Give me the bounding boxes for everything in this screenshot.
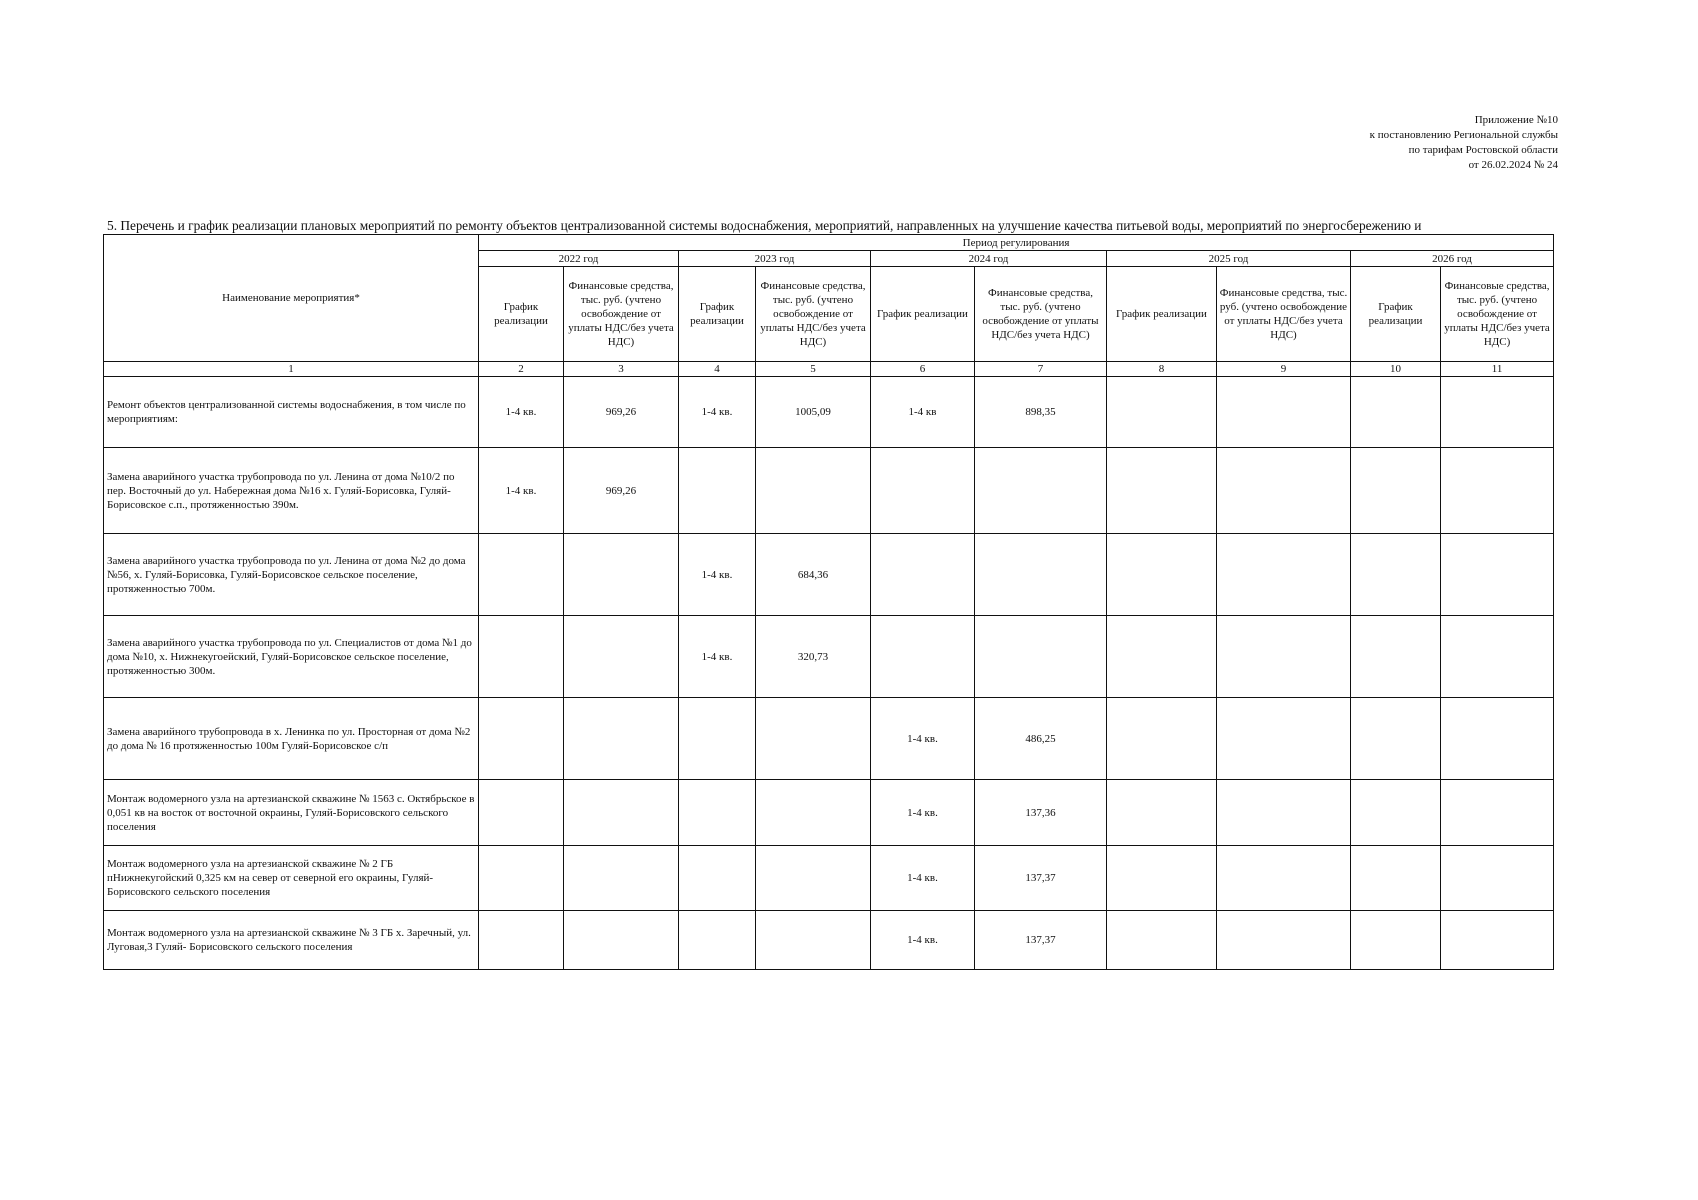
funding-cell (1441, 780, 1554, 846)
schedule-cell (479, 911, 564, 970)
funding-cell (1441, 448, 1554, 534)
schedule-cell (1351, 616, 1441, 698)
funding-cell (1441, 698, 1554, 780)
column-header: График реализации (679, 267, 756, 362)
schedule-cell: 1-4 кв. (871, 698, 975, 780)
column-header: График реализации (871, 267, 975, 362)
column-header: График реализации (1107, 267, 1217, 362)
schedule-cell (1351, 846, 1441, 911)
funding-cell (1217, 377, 1351, 448)
column-number: 4 (679, 362, 756, 377)
appendix-line-1: Приложение №10 (1474, 114, 1558, 126)
funding-cell (975, 616, 1107, 698)
schedule-cell (1107, 377, 1217, 448)
funding-cell: 137,36 (975, 780, 1107, 846)
year-header: 2024 год (871, 251, 1107, 267)
funding-cell (564, 616, 679, 698)
schedule-cell: 1-4 кв. (871, 846, 975, 911)
schedule-cell (1107, 534, 1217, 616)
schedule-cell (1107, 448, 1217, 534)
funding-cell (1217, 780, 1351, 846)
schedule-cell (479, 534, 564, 616)
schedule-cell (1351, 377, 1441, 448)
funding-cell (564, 534, 679, 616)
column-number: 7 (975, 362, 1107, 377)
funding-cell (1217, 698, 1351, 780)
column-header: Финансовые средства, тыс. руб. (учтено освобождение от уплаты НДС/без учета НДС) (1217, 267, 1351, 362)
schedule-cell (479, 698, 564, 780)
column-number: 11 (1441, 362, 1554, 377)
funding-cell (756, 448, 871, 534)
column-number: 9 (1217, 362, 1351, 377)
schedule-cell (871, 616, 975, 698)
column-number: 2 (479, 362, 564, 377)
funding-cell (756, 846, 871, 911)
funding-cell: 684,36 (756, 534, 871, 616)
column-header: График реализации (479, 267, 564, 362)
schedule-cell (479, 780, 564, 846)
header-row-period (104, 235, 1554, 251)
schedule-cell (1351, 534, 1441, 616)
funding-cell (1217, 534, 1351, 616)
schedule-cell (679, 448, 756, 534)
schedule-cell: 1-4 кв (871, 377, 975, 448)
funding-cell: 320,73 (756, 616, 871, 698)
funding-cell: 137,37 (975, 846, 1107, 911)
appendix-line-4: от 26.02.2024 № 24 (1468, 159, 1558, 171)
schedule-cell: 1-4 кв. (679, 616, 756, 698)
schedule-cell: 1-4 кв. (871, 911, 975, 970)
table-row (104, 534, 1554, 616)
table-row (104, 846, 1554, 911)
funding-cell (975, 448, 1107, 534)
schedule-cell (479, 616, 564, 698)
appendix-block (1370, 113, 1558, 173)
header-name-cell: Наименование мероприятия* (104, 235, 479, 362)
measure-name-cell: Монтаж водомерного узла на артезианской скважине № 3 ГБ х. Заречный, ул. Луговая,3 Гуляй- Борисовского сельского поселения (104, 911, 479, 970)
schedule-cell (1107, 698, 1217, 780)
schedule-cell (871, 448, 975, 534)
funding-cell (1217, 448, 1351, 534)
table-row (104, 780, 1554, 846)
table-row (104, 911, 1554, 970)
measure-name-cell: Ремонт объектов централизованной системы водоснабжения, в том числе по мероприятиям: (104, 377, 479, 448)
funding-cell: 1005,09 (756, 377, 871, 448)
schedule-cell (679, 911, 756, 970)
table-row (104, 377, 1554, 448)
schedule-cell: 1-4 кв. (479, 377, 564, 448)
funding-cell (1441, 911, 1554, 970)
plan-table (103, 234, 1554, 970)
column-header: График реализации (1351, 267, 1441, 362)
measure-name-cell: Монтаж водомерного узла на артезианской скважине № 1563 с. Октябрьское в 0,051 кв на восток от восточной окраины, Гуляй-Борисовского сельского поселения (104, 780, 479, 846)
schedule-cell (1351, 780, 1441, 846)
funding-cell (756, 698, 871, 780)
schedule-cell (1351, 448, 1441, 534)
funding-cell (1217, 616, 1351, 698)
column-number: 6 (871, 362, 975, 377)
funding-cell (756, 911, 871, 970)
funding-cell (756, 780, 871, 846)
schedule-cell: 1-4 кв. (679, 534, 756, 616)
year-header: 2025 год (1107, 251, 1351, 267)
funding-cell (564, 911, 679, 970)
column-number: 1 (104, 362, 479, 377)
header-row-numbers (104, 362, 1554, 377)
table-row (104, 616, 1554, 698)
schedule-cell: 1-4 кв. (679, 377, 756, 448)
funding-cell (1441, 616, 1554, 698)
schedule-cell (1107, 911, 1217, 970)
schedule-cell (1351, 698, 1441, 780)
funding-cell (975, 534, 1107, 616)
schedule-cell: 1-4 кв. (871, 780, 975, 846)
measure-name-cell: Замена аварийного трубопровода в х. Ленинка по ул. Просторная от дома №2 до дома № 16 протяженностью 100м Гуляй-Борисовское с/п (104, 698, 479, 780)
table-body (104, 235, 1554, 970)
funding-cell (564, 698, 679, 780)
column-number: 10 (1351, 362, 1441, 377)
measure-name-cell: Монтаж водомерного узла на артезианской скважине № 2 ГБ пНижнекугойский 0,325 км на север от северной его окраины, Гуляй-Борисовского сельского поселения (104, 846, 479, 911)
measure-name-cell: Замена аварийного участка трубопровода по ул. Ленина от дома №2 до дома №56, х. Гуляй-Борисовка, Гуляй-Борисовское сельское поселение, протяженностью 700м. (104, 534, 479, 616)
funding-cell: 969,26 (564, 377, 679, 448)
measure-name-cell: Замена аварийного участка трубопровода по ул. Специалистов от дома №1 до дома №10, х. Нижнекугоейский, Гуляй-Борисовское сельское поселение, протяженностью 300м. (104, 616, 479, 698)
year-header: 2023 год (679, 251, 871, 267)
header-period-cell: Период регулирования (479, 235, 1554, 251)
table-row (104, 698, 1554, 780)
funding-cell (1441, 534, 1554, 616)
schedule-cell (679, 698, 756, 780)
funding-cell: 137,37 (975, 911, 1107, 970)
funding-cell (564, 846, 679, 911)
funding-cell (1217, 911, 1351, 970)
year-header: 2026 год (1351, 251, 1554, 267)
table-row (104, 448, 1554, 534)
schedule-cell (1107, 616, 1217, 698)
funding-cell (1217, 846, 1351, 911)
funding-cell (1441, 377, 1554, 448)
schedule-cell (679, 780, 756, 846)
funding-cell: 969,26 (564, 448, 679, 534)
appendix-line-2: к постановлению Региональной службы (1369, 129, 1558, 141)
schedule-cell (871, 534, 975, 616)
schedule-cell (1351, 911, 1441, 970)
schedule-cell (479, 846, 564, 911)
funding-cell: 898,35 (975, 377, 1107, 448)
funding-cell (1441, 846, 1554, 911)
column-header: Финансовые средства, тыс. руб. (учтено освобождение от уплаты НДС/без учета НДС) (564, 267, 679, 362)
schedule-cell: 1-4 кв. (479, 448, 564, 534)
year-header: 2022 год (479, 251, 679, 267)
column-header: Финансовые средства, тыс. руб. (учтено освобождение от уплаты НДС/без учета НДС) (975, 267, 1107, 362)
column-header: Финансовые средства, тыс. руб. (учтено освобождение от уплаты НДС/без учета НДС) (756, 267, 871, 362)
schedule-cell (1107, 780, 1217, 846)
funding-cell: 486,25 (975, 698, 1107, 780)
column-number: 5 (756, 362, 871, 377)
schedule-cell (1107, 846, 1217, 911)
column-number: 8 (1107, 362, 1217, 377)
appendix-line-3: по тарифам Ростовской области (1408, 144, 1558, 156)
measure-name-cell: Замена аварийного участка трубопровода по ул. Ленина от дома №10/2 по пер. Восточный до ул. Набережная дома №16 х. Гуляй-Борисовка, Гуляй-Борисовское с.п., протяженностью 390м. (104, 448, 479, 534)
funding-cell (564, 780, 679, 846)
document-title: 5. Перечень и график реализации плановых мероприятий по ремонту объектов централизованной системы водоснабжения, мероприятий, направленных на улучшение качества питьевой воды, мероприятий по энергосбережению и (107, 218, 1422, 233)
schedule-cell (679, 846, 756, 911)
column-header: Финансовые средства, тыс. руб. (учтено освобождение от уплаты НДС/без учета НДС) (1441, 267, 1554, 362)
column-number: 3 (564, 362, 679, 377)
